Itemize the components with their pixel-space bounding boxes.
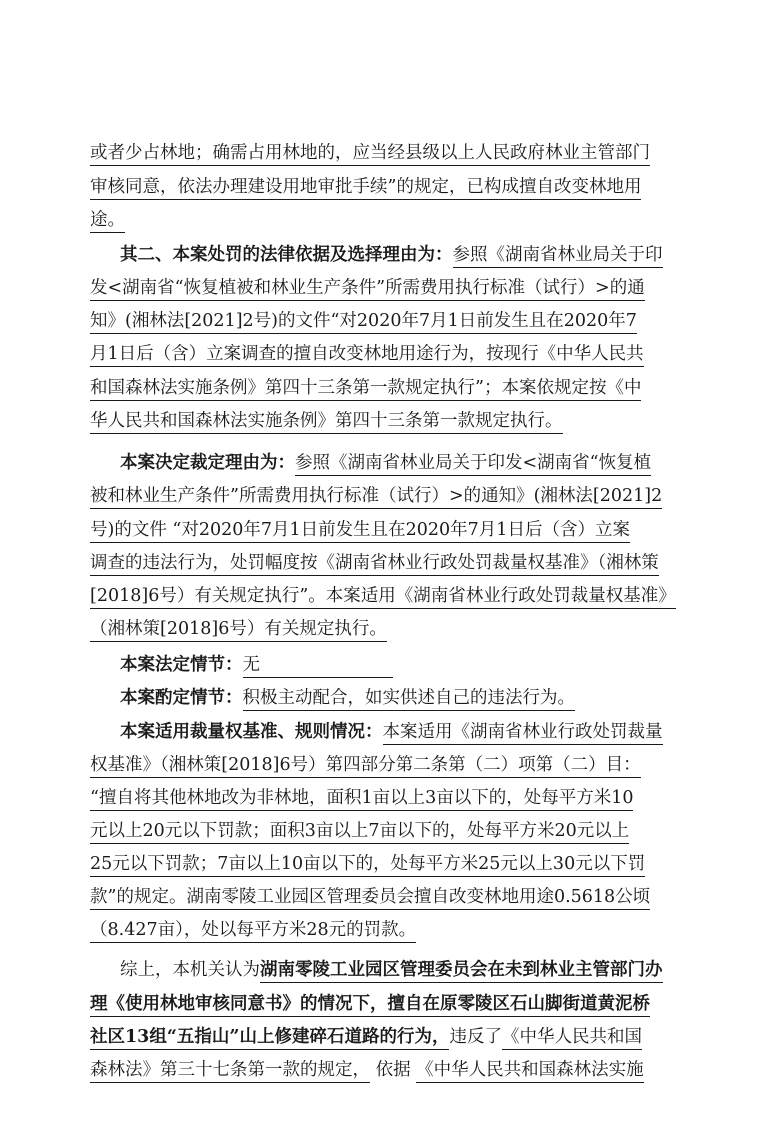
text-line: （湘林策[2018]6号）有关规定执行。 xyxy=(90,614,700,644)
text-line: （8.427亩），处以每平方米28元的罚款。 xyxy=(90,915,700,945)
text-line: 或者少占林地；确需占用林地的，应当经县级以上人民政府林业主管部门 xyxy=(90,138,700,168)
section-legal-basis: 其二、本案处罚的法律依据及选择理由为：参照《湖南省林业局关于印 xyxy=(120,240,700,270)
text-line: 调查的违法行为，处罚幅度按《湖南省林业行政处罚裁量权基准》（湘林策 xyxy=(90,548,700,578)
discretionary-circumstances: 本案酌定情节：积极主动配合，如实供述自己的违法行为。 xyxy=(120,683,700,713)
text-line: [2018]6号）有关规定执行”。本案适用《湖南省林业行政处罚裁量权基准》 xyxy=(90,581,700,611)
text-line: 社区13组“五指山”山上修建碎石道路的行为，违反了《中华人民共和国 xyxy=(90,1022,700,1052)
text-line: 月1日后（含）立案调查的擅自改变林地用途行为，按现行《中华人民共 xyxy=(90,339,700,369)
text-line: 款”的规定。湖南零陵工业园区管理委员会擅自改变林地用途0.5618公顷 xyxy=(90,882,700,912)
text-line: 发<湖南省“恢复植被和林业生产条件”所需费用执行标准（试行）>的通 xyxy=(90,273,700,303)
text-line: 被和林业生产条件”所需费用执行标准（试行）>的通知》(湘林法[2021]2 xyxy=(90,481,700,511)
text-line: “擅自将其他林地改为非林地，面积1亩以上3亩以下的，处每平方米10 xyxy=(90,783,700,813)
text-line: 号)的文件 “对2020年7月1日前发生且在2020年7月1日后（含）立案 xyxy=(90,515,700,545)
statutory-circumstances: 本案法定情节：无 xyxy=(120,650,700,680)
conclusion: 综上，本机关认为湖南零陵工业园区管理委员会在未到林业主管部门办 xyxy=(120,955,700,985)
text-line: 审核同意，依法办理建设用地审批手续”的规定，已构成擅自改变林地用 xyxy=(90,172,700,202)
discretion-benchmark: 本案适用裁量权基准、规则情况：本案适用《湖南省林业行政处罚裁量 xyxy=(120,717,700,747)
text-line: 华人民共和国森林法实施条例》第四十三条第一款规定执行。 xyxy=(90,406,700,436)
section-decision-reason: 本案决定裁定理由为：参照《湖南省林业局关于印发<湖南省“恢复植 xyxy=(120,448,700,478)
text-line: 和国森林法实施条例》第四十三条第一款规定执行”；本案依规定按《中 xyxy=(90,373,700,403)
text-line: 元以上20元以下罚款；面积3亩以上7亩以下的，处每平方米20元以上 xyxy=(90,816,700,846)
text-line: 途。 xyxy=(90,205,700,235)
text-line: 理《使用林地审核同意书》的情况下，擅自在原零陵区石山脚街道黄泥桥 xyxy=(90,989,700,1019)
text-line: 知》(湘林法[2021]2号)的文件“对2020年7月1日前发生且在2020年7 xyxy=(90,306,700,336)
text-line: 森林法》第三十七条第一款的规定， 依据 《中华人民共和国森林法实施 xyxy=(90,1055,700,1085)
text-line: 25元以下罚款；7亩以上10亩以下的，处每平方米25元以上30元以下罚 xyxy=(90,849,700,879)
text-line: 权基准》（湘林策[2018]6号）第四部分第二条第（二）项第（二）目： xyxy=(90,750,700,780)
